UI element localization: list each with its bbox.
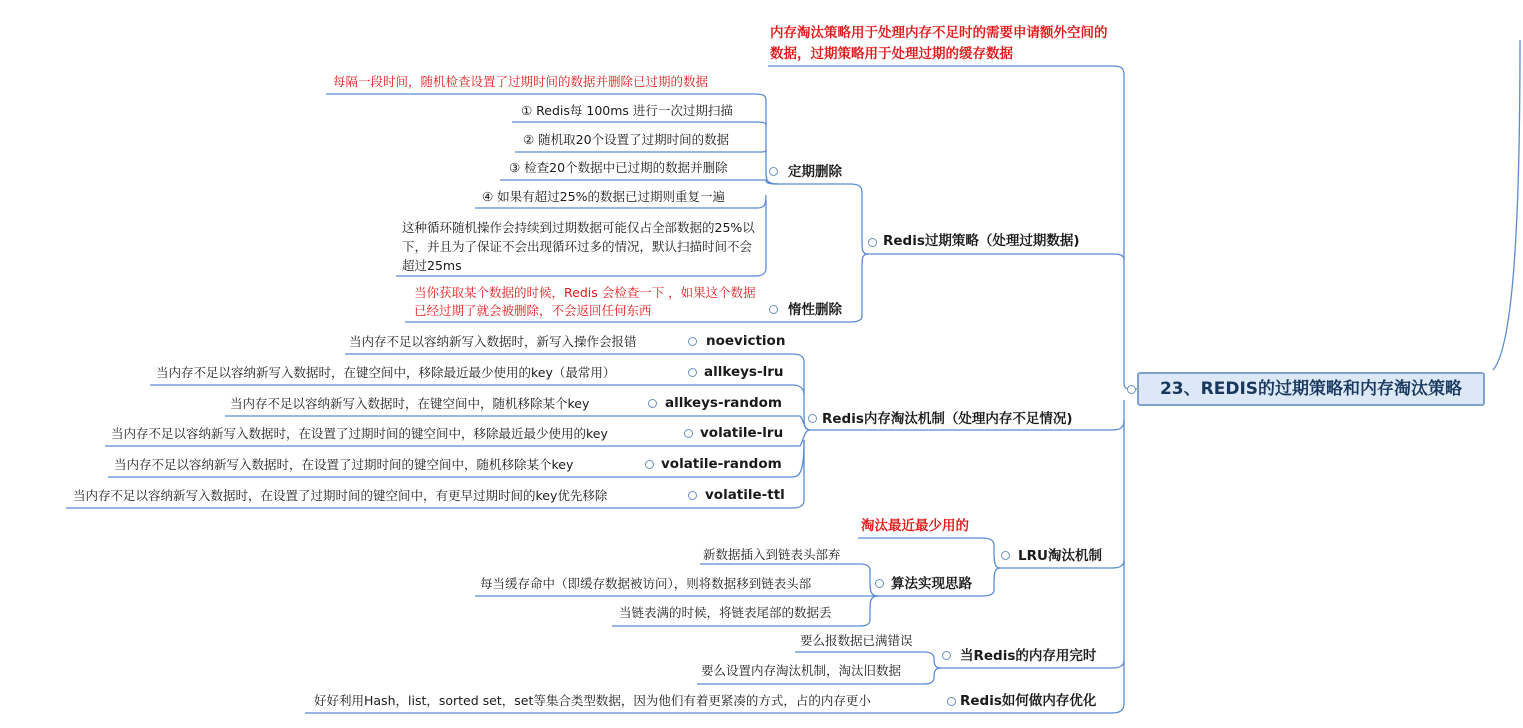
- connector-step-2: [515, 150, 766, 152]
- periodic-step: ④ 如果有超过25%的数据已过期则重复一遍: [482, 189, 725, 204]
- periodic-intro: 每隔一段时间，随机检查设置了过期时间的数据并删除已过期的数据: [333, 74, 709, 89]
- eviction-toggle[interactable]: [808, 414, 817, 423]
- policy-name[interactable]: volatile-random: [661, 456, 782, 472]
- periodic-note: 这种循环随机操作会持续到过期数据可能仅占全部数据的25%以下，并且为了保证不会出现循环过多的情况，默认扫描时间不会超过25ms: [402, 220, 755, 273]
- policy-desc: 当内存不足以容纳新写入数据时，新写入操作会报错: [349, 334, 637, 349]
- connector-step-1: [512, 122, 766, 125]
- policy-name[interactable]: noeviction: [706, 333, 786, 349]
- root-topic[interactable]: 23、REDIS的过期策略和内存淘汰策略: [1137, 372, 1485, 406]
- policy-desc: 当内存不足以容纳新写入数据时，在键空间中，随机移除某个key: [230, 396, 590, 411]
- policy-toggle-1[interactable]: [688, 337, 697, 346]
- connector-expire: [868, 254, 1124, 260]
- periodic-topic[interactable]: 定期删除: [788, 164, 842, 180]
- algo-step: 当链表满的时候，将链表尾部的数据丢: [619, 605, 832, 620]
- memfull-option: 要么设置内存淘汰机制，淘汰旧数据: [701, 663, 902, 678]
- policy-toggle-2[interactable]: [688, 368, 697, 377]
- lazy-topic[interactable]: 惰性删除: [788, 302, 842, 318]
- policy-desc: 当内存不足以容纳新写入数据时，在设置了过期时间的键空间中，有更早过期时间的key优先移除: [73, 488, 608, 503]
- lazy-note: 当你获取某个数据的时候，Redis 会检查一下 ，如果这个数据已经过期了就会被删除，不会返回任何东西: [414, 285, 756, 318]
- optimize-topic[interactable]: Redis如何做内存优化: [960, 693, 1097, 709]
- periodic-toggle[interactable]: [769, 167, 778, 176]
- connector-periodic: [778, 184, 868, 254]
- memfull-topic[interactable]: 当Redis的内存用完时: [960, 648, 1097, 664]
- connector-edge-right: [1493, 40, 1520, 370]
- root-toggle[interactable]: [1127, 385, 1136, 394]
- algo-toggle[interactable]: [875, 579, 884, 588]
- lazy-toggle[interactable]: [769, 305, 778, 314]
- memfull-toggle[interactable]: [942, 651, 951, 660]
- lru-toggle[interactable]: [1001, 551, 1010, 560]
- policy-name[interactable]: allkeys-lru: [704, 364, 784, 380]
- policy-toggle-6[interactable]: [688, 491, 697, 500]
- policy-toggle-4[interactable]: [684, 429, 693, 438]
- policy-name[interactable]: volatile-lru: [700, 425, 784, 441]
- policy-toggle-3[interactable]: [648, 399, 657, 408]
- lru-topic[interactable]: LRU淘汰机制: [1018, 548, 1102, 564]
- lru-note: 淘汰最近最少用的: [861, 518, 969, 534]
- connector-spine: [768, 66, 1137, 389]
- optimize-toggle[interactable]: [947, 697, 956, 706]
- connector-step-3: [500, 180, 778, 184]
- periodic-step: ① Redis每 100ms 进行一次过期扫描: [521, 103, 733, 118]
- policy-desc: 当内存不足以容纳新写入数据时，在设置了过期时间的键空间中，移除最近最少使用的key: [111, 426, 608, 441]
- policy-desc: 当内存不足以容纳新写入数据时，在设置了过期时间的键空间中，随机移除某个key: [114, 457, 574, 472]
- connector-lru-note: [858, 538, 1000, 568]
- optimize-note: 好好利用Hash，list，sorted set，set等集合类型数据，因为他们有着更紧凑的方式，占的内存更小: [314, 693, 871, 708]
- periodic-step: ② 随机取20个设置了过期时间的数据: [523, 132, 730, 147]
- eviction-topic[interactable]: Redis内存淘汰机制（处理内存不足情况): [822, 411, 1073, 427]
- policy-desc: 当内存不足以容纳新写入数据时，在键空间中，移除最近最少使用的key（最常用）: [156, 365, 616, 380]
- policy-name[interactable]: volatile-ttl: [705, 487, 785, 503]
- periodic-step: ③ 检查20个数据中已过期的数据并删除: [509, 160, 728, 175]
- policy-name[interactable]: allkeys-random: [665, 395, 782, 411]
- algo-step: 新数据插入到链表头部弃: [703, 547, 841, 562]
- top-note: 内存淘汰策略用于处理内存不足时的需要申请额外空间的数据，过期策略用于处理过期的缓存数据: [770, 25, 1108, 62]
- policy-toggle-5[interactable]: [645, 460, 654, 469]
- expire-topic[interactable]: Redis过期策略（处理过期数据): [883, 233, 1080, 249]
- expire-toggle[interactable]: [868, 238, 877, 247]
- algo-topic[interactable]: 算法实现思路: [891, 576, 972, 592]
- algo-step: 每当缓存命中（即缓存数据被访问），则将数据移到链表头部: [480, 576, 812, 591]
- memfull-option: 要么报数据已满错误: [800, 633, 913, 648]
